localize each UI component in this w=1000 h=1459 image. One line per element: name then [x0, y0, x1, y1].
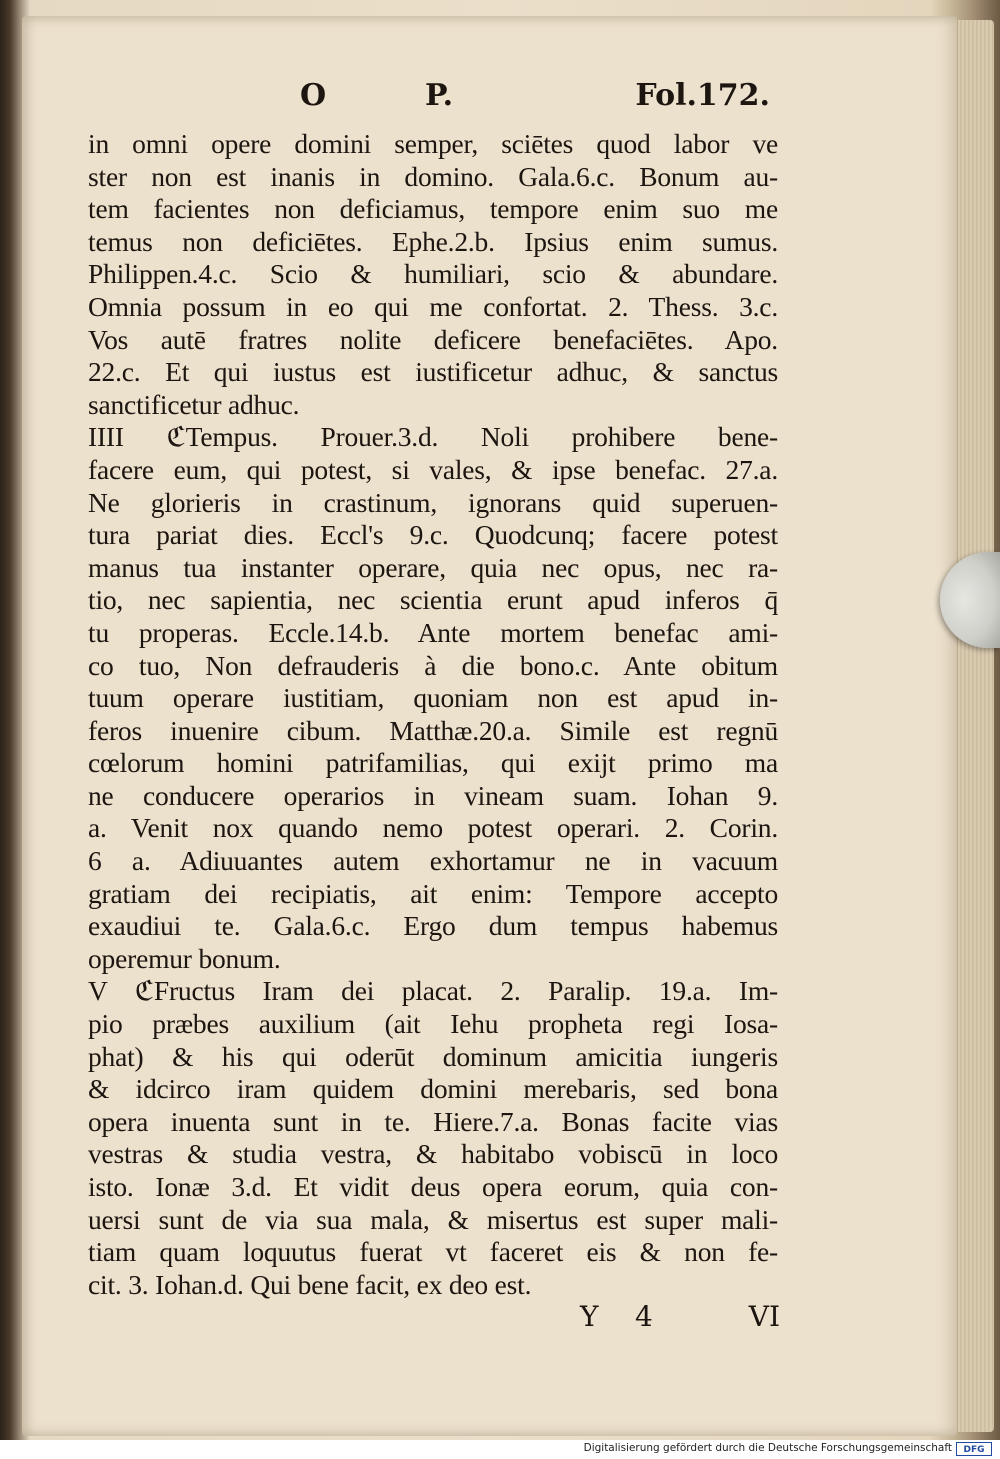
text-line: ster non est inanis in domino. Gala.6.c. Bonum au- [88, 160, 778, 192]
text-line: Omnia possum in eo qui me confortat. 2. Thess. 3.c. [88, 290, 778, 322]
text-line: tu properas. Eccle.14.b. Ante mortem benefac ami- [88, 616, 778, 648]
text-line: tio, nec sapientia, nec scientia erunt apud inferos q̄ [88, 584, 778, 616]
text-line: 6 a. Adiuuantes autem exhortamur ne in vacuum [88, 845, 778, 877]
running-header [90, 78, 770, 122]
text-line: tuum operare iustitiam, quoniam non est apud in- [88, 682, 778, 714]
signature-letter: Y [580, 1300, 599, 1333]
text-line: tiam quam loquutus fuerat vt faceret eis & non fe- [88, 1236, 778, 1268]
text-line: exaudiui te. Gala.6.c. Ergo dum tempus habemus [88, 910, 778, 942]
text-line: opera inuenta sunt in te. Hiere.7.a. Bonas facite vias [88, 1105, 778, 1137]
text-line: temus non deficiētes. Ephe.2.b. Ipsius enim sumus. [88, 225, 778, 257]
text-line: uersi sunt de via sua mala, & misertus est super mali- [88, 1203, 778, 1235]
header-left: O [300, 78, 327, 113]
header-center: P. [425, 78, 454, 113]
page-edges [958, 20, 994, 1432]
text-line: Vos autē fratres nolite deficere benefaciētes. Apo. [88, 323, 778, 355]
text-line: IIII ℭTempus. Prouer.3.d. Noli prohibere bene- [88, 421, 778, 453]
text-line: cit. 3. Iohan.d. Qui bene facit, ex deo est. [88, 1268, 532, 1300]
catchword: VI [748, 1300, 780, 1333]
text-line: vestras & studia vestra, & habitabo vobiscū in loco [88, 1138, 778, 1170]
text-line: Ne glorieris in crastinum, ignorans quid superuen- [88, 486, 778, 518]
body-text [88, 128, 778, 1301]
dfg-logo: DFG [956, 1442, 992, 1456]
text-line: in omni opere domini semper, sciētes quod labor ve [88, 128, 778, 159]
credit-text: Digitalisierung gefördert durch die Deutsche Forschungsgemeinschaft [583, 1442, 952, 1454]
text-line: V ℭFructus Iram dei placat. 2. Paralip. 19.a. Im- [88, 975, 778, 1007]
credit-bar [0, 1440, 1000, 1459]
text-line: a. Venit nox quando nemo potest operari. 2. Corin. [88, 812, 778, 844]
text-line: isto. Ionæ 3.d. Et vidit deus opera eorum, quia con- [88, 1171, 778, 1202]
text-line: manus tua instanter operare, quia nec opus, nec ra- [88, 551, 778, 583]
text-line: sanctificetur adhuc. [88, 388, 300, 420]
text-line: feros inuenire cibum. Matthæ.20.a. Simile est regnū [88, 714, 778, 746]
signature-number: 4 [635, 1300, 653, 1333]
text-line: Philippen.4.c. Scio & humiliari, scio & abundare. [88, 258, 778, 290]
text-line: & idcirco iram quidem domini merebaris, sed bona [88, 1073, 778, 1105]
folio-number: Fol.172. [635, 78, 770, 113]
page-footer [560, 1300, 780, 1336]
text-line: co tuo, Non defrauderis à die bono.c. Ante obitum [88, 649, 778, 681]
text-line: tura pariat dies. Eccl's 9.c. Quodcunq; facere potest [88, 519, 778, 551]
text-line: 22.c. Et qui iustus est iustificetur adhuc, & sanctus [88, 356, 778, 388]
text-line: gratiam dei recipiatis, ait enim: Tempore accepto [88, 877, 778, 909]
text-line: ne conducere operarios in vineam suam. Iohan 9. [88, 779, 778, 811]
text-line: cœlorum homini patrifamilias, qui exijt primo ma [88, 747, 778, 779]
text-line: pio præbes auxilium (ait Iehu propheta regi Iosa- [88, 1008, 778, 1040]
text-line: facere eum, qui potest, si vales, & ipse benefac. 27.a. [88, 453, 778, 485]
text-line: operemur bonum. [88, 942, 281, 974]
text-line: phat) & his qui oderūt dominum amicitia iungeris [88, 1040, 778, 1072]
text-line: tem facientes non deficiamus, tempore enim suo me [88, 193, 778, 225]
